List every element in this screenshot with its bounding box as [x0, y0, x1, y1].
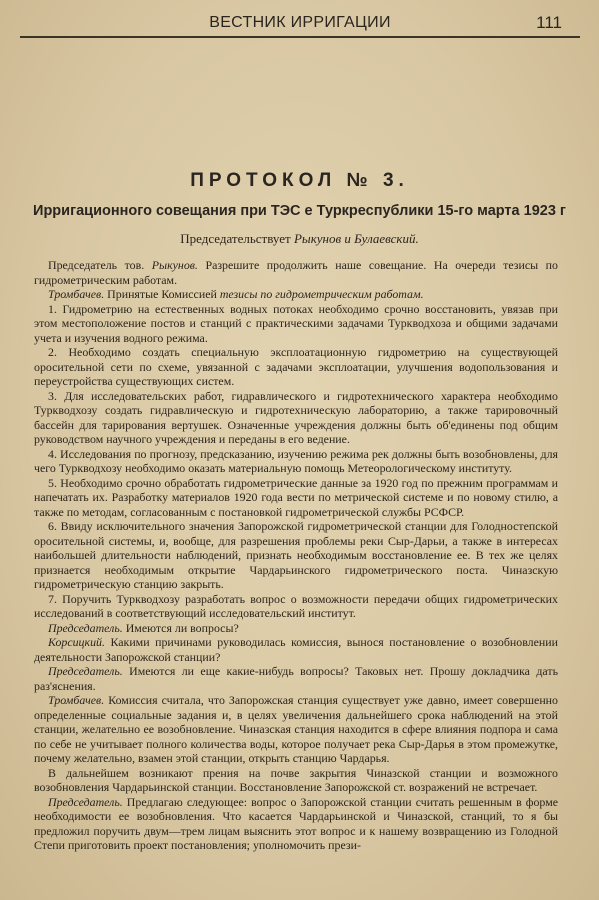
paragraph-text-pre: Председатель тов. [48, 258, 152, 272]
paragraph-emphasis: тезисы по гидрометрическим работам. [219, 287, 424, 301]
paragraph-text-pre: Принятые Комиссией [104, 287, 220, 301]
paragraph-text: 4. Исследования по прогнозу, предсказанию, изучению режима рек должны быть возобновлены, для чего Туркводхозу необходимо оказать материальную помощь Метеорологическому институту. [34, 446, 558, 475]
journal-title: ВЕСТНИК ИРРИГАЦИИ [209, 14, 391, 31]
paragraph-text: 1. Гидрометрию на естественных водных потоках необходимо срочно восстановить, увязав при этом местоположение постов и станций с практическими задачами Туркводхоза и общими задачами учета и изучения водного режима. [34, 301, 558, 345]
paragraph-text: Разрешите продолжить наше совещание. На очереди тезисы по гидрометрическим работам. [34, 258, 558, 287]
paragraph-text: Какими причинами руководилась комиссия, вынося постановление о возобновлении деятельности Запорожской станции? [34, 635, 558, 664]
paragraph [34, 345, 558, 389]
paragraph-text: Имеются ли вопросы? [122, 620, 239, 635]
paragraph [34, 519, 558, 592]
running-header [20, 8, 580, 38]
speaker-name: Тромбачев. [48, 287, 105, 301]
paragraph-text: 6. Ввиду исключительного значения Запорожской гидрометрической станции для Голодностепской оросительной системы, и, вообще, для разрешения проблемы реки Сыр-Дарьи, а также в интересах наибольшей длительности наблюдений, признать необходимым восстановление ее. В тех же целях признается необходимым открытие Чардарьинского гидрометрического поста. Чиназскую гидрометрическую станцию закрыть. [34, 519, 558, 591]
paragraph [34, 693, 558, 766]
speaker-name: Председатель. [48, 620, 123, 635]
protocol-title: ПРОТОКОЛ № 3. [190, 170, 409, 191]
chairmen-names: Рыкунов и Булаевский. [293, 231, 419, 246]
paragraph-text: 2. Необходимо создать специальную эксплоатационную гидрометрию на существующей оросительной сети по схеме, увязанной с задачами эксплоатации, улучшения водопользования и переустройства существующих систем. [34, 345, 558, 388]
paragraph [34, 302, 558, 346]
paragraph [34, 664, 558, 693]
paragraph-text: 7. Поручить Туркводхозу разработать вопрос о возможности передачи общих гидрометрических исследований в соответствующий исследовательский институт. [34, 591, 558, 620]
paragraph [34, 621, 558, 636]
paragraph-text: Имеются ли еще какие-нибудь вопросы? Таковых нет. Прошу докладчика дать раз'яснения. [34, 664, 558, 693]
chairmen-prefix: Председательствует [180, 231, 294, 246]
paragraph [34, 795, 558, 853]
paragraph-text: 3. Для исследовательских работ, гидравлического и гидротехнического характера необходимо Туркводхозу создать гидравлическую и гидротехническую лабораторию, а также тарировочный бассейн для тарирования вертушек. Означенные учреждения должны быть об'единены под общим руководством научного учреждения и переданы в его ведение. [34, 388, 558, 446]
paragraph [34, 258, 558, 287]
paragraph-text: Комиссия считала, что Запорожская станция существует уже давно, имеет совершенно определенные социальные задания и, в целях увеличения дальнейшего срока наблюдений на этой станции, желательно ее возобновление. Чиназская станция находится в сфере влияния подпора и сама по себе не учитывает полного количества воды, которое получает река Сыр-Дарья в этом промежутке, почему желательно, взамен этой станции, открыть станцию Чардарья. [34, 693, 558, 765]
paragraph [34, 287, 558, 302]
paragraph [34, 635, 558, 664]
paragraph [34, 592, 558, 621]
paragraph-emphasis: Рыкунов. [151, 258, 198, 272]
paragraph [34, 476, 558, 520]
chairmen-line [0, 231, 599, 247]
paragraph-text: В дальнейшем возникают прения на почве закрытия Чиназской станции и возможного возобновления Чардарьинской станции. Восстановление Запорожской ст. возражений не встречает. [34, 765, 558, 794]
page-number: 111 [536, 13, 562, 32]
speaker-name: Корсицкий. [48, 635, 105, 649]
paragraph [34, 766, 558, 795]
speaker-name: Председатель. [48, 664, 123, 678]
protocol-subtitle: Ирригационного совещания при ТЭС е Туркреспублики 15-го марта 1923 г [33, 203, 566, 219]
paragraph-text: Предлагаю следующее: вопрос о Запорожской станции считать решенным в форме необходимости ее возобновления. Что касается Чардарьинской и Чиназской, станций, то я бы предложил поручить двум—трем лицам выяснить этот вопрос и к нашему возвращению из Голодной Степи приготовить проект постановления; уполномочить прези- [34, 794, 558, 852]
paragraph [34, 447, 558, 476]
protocol-body [34, 258, 558, 853]
speaker-name: Председатель. [48, 794, 123, 809]
paragraph-text: 5. Необходимо срочно обработать гидрометрические данные за 1920 год по прежним программам и напечатать их. Разработку материалов 1920 года вести по метрической системе и по новому стилю, а также по методам, согласованным с постановкой гидрометрической службы РСФСР. [34, 475, 558, 519]
paragraph [34, 389, 558, 447]
speaker-name: Тромбачев. [48, 693, 105, 707]
